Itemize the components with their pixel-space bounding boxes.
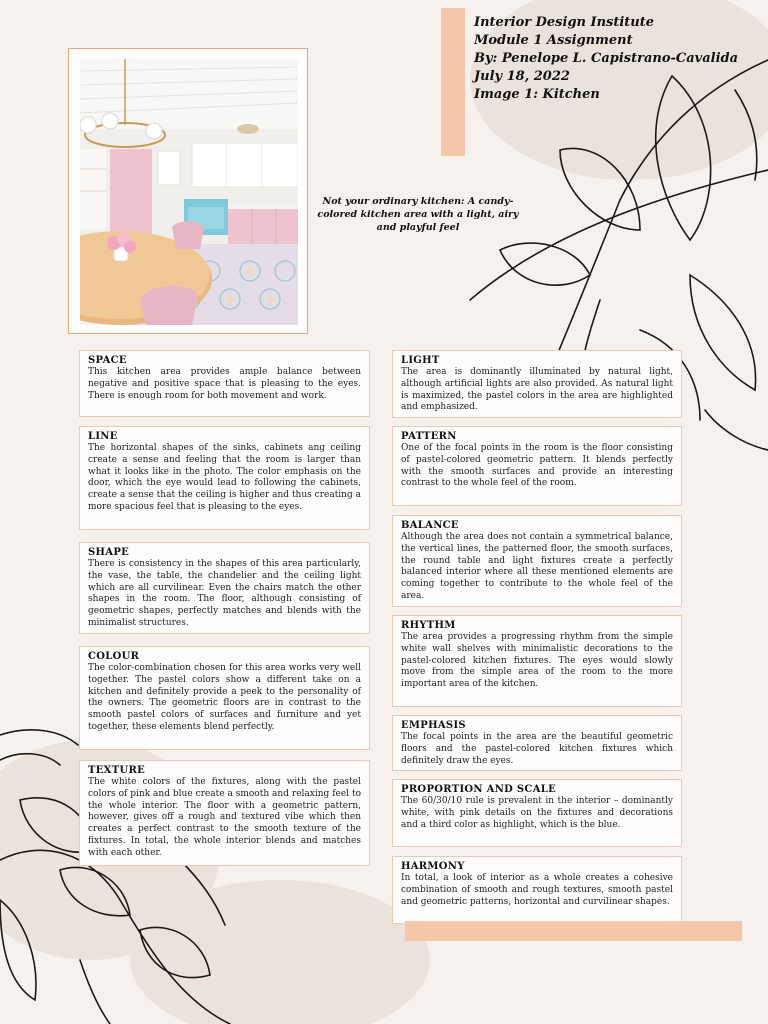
section-emphasis bbox=[392, 715, 682, 771]
section-title: LIGHT bbox=[401, 355, 440, 366]
section-text: One of the focal points in the room is the floor consisting of pastel-colored geometric pattern. It blends perfectly with the smooth surfaces and provide an interesting contrast to the whole feel of the room. bbox=[401, 443, 673, 489]
section-text: This kitchen area provides ample balance between negative and positive space that is pleasing to the eyes. There is enough room for both movement and work. bbox=[88, 367, 361, 401]
section-text: The focal points in the area are the beautiful geometric floors and the pastel-colored kitchen fixtures which definitely draw the eyes. bbox=[401, 732, 673, 766]
section-text: Although the area does not contain a symmetrical balance, the vertical lines, the patterned floor, the smooth surfaces, the round table and light fixtures create a perfectly balanced interior where all these mentioned elements are coming together to contribute to the whole feel of the area. bbox=[401, 532, 673, 601]
section-shape bbox=[79, 542, 370, 634]
header-block bbox=[474, 14, 764, 104]
section-balance bbox=[392, 515, 682, 607]
section-title: HARMONY bbox=[401, 861, 465, 872]
section-text: The white colors of the fixtures, along with the pastel colors of pink and blue create a smooth and relaxing feel to the whole interior. The floor with a geometric pattern, however, gives off a rough and textured vibe which then creates a perfect contrast to the smooth texture of the fixtures. In total, the whole interior blends and matches with each other. bbox=[88, 777, 361, 858]
section-line bbox=[79, 426, 370, 530]
section-title: EMPHASIS bbox=[401, 720, 466, 731]
section-text: The area provides a progressing rhythm from the simple white wall shelves with minimalistic decorations to the pastel-colored kitchen fixtures. The eyes would slowly move from the simple area of the room to the more important area of the kitchen. bbox=[401, 632, 673, 690]
section-text: There is consistency in the shapes of this area particularly, the vase, the table, the chandelier and the ceiling light which are all curvilinear. Even the chairs match the other shapes in the room. The floor, although consisting of geometric shapes, perfectly matches and blends with the minimalist structures. bbox=[88, 559, 361, 628]
kitchen-photo bbox=[80, 59, 298, 325]
section-text: The color-combination chosen for this area works very well together. The pastel colors show a different take on a kitchen and definitely provide a peek to the personality of the owners. The geometric floors are in contrast to the smooth pastel colors of surfaces and furniture and yet together, these elements blend perfectly. bbox=[88, 663, 361, 732]
date-line: July 18, 2022 bbox=[474, 69, 570, 84]
section-title: PATTERN bbox=[401, 431, 457, 442]
section-title: SPACE bbox=[88, 355, 127, 366]
section-space bbox=[79, 350, 370, 417]
institute-name: Interior Design Institute bbox=[474, 15, 655, 30]
footer-accent-bar bbox=[405, 921, 742, 941]
section-text: The horizontal shapes of the sinks, cabinets ang ceiling create a sense and feeling that the room is larger than what it looks like in the photo. The color emphasis on the door, which the eye would lead to following the cabinets, create a sense that the ceiling is higher and thus creating a more spacious feel that is pleasing to the eyes. bbox=[88, 443, 361, 512]
section-title: RHYTHM bbox=[401, 620, 456, 631]
section-title: BALANCE bbox=[401, 520, 459, 531]
section-light bbox=[392, 350, 682, 418]
section-text: The area is dominantly illuminated by natural light, although artificial lights are also provided. As natural light is maximized, the pastel colors in the area are highlighted and emphasized. bbox=[401, 367, 673, 413]
section-title: LINE bbox=[88, 431, 118, 442]
image-label: Image 1: Kitchen bbox=[474, 87, 600, 102]
section-rhythm bbox=[392, 615, 682, 707]
section-text: The 60/30/10 rule is prevalent in the interior – dominantly white, with pink details on the fixtures and decorations and a third color as highlight, which is the blue. bbox=[401, 796, 673, 830]
section-harmony bbox=[392, 856, 682, 924]
section-text: In total, a look of interior as a whole creates a cohesive combination of smooth and rough textures, smooth pastel and geometric patterns, horizontal and curvilinear shapes. bbox=[401, 873, 673, 907]
module-title: Module 1 Assignment bbox=[474, 33, 633, 48]
section-title: SHAPE bbox=[88, 547, 130, 558]
section-colour bbox=[79, 646, 370, 750]
section-texture bbox=[79, 760, 370, 866]
section-title: COLOUR bbox=[88, 651, 140, 662]
section-title: PROPORTION AND SCALE bbox=[401, 784, 557, 795]
section-title: TEXTURE bbox=[88, 765, 146, 776]
background-blob bbox=[130, 880, 430, 1024]
section-pattern bbox=[392, 426, 682, 506]
author-line: By: Penelope L. Capistrano-Cavalida bbox=[474, 51, 739, 66]
header-accent-bar bbox=[441, 8, 465, 156]
section-proportion bbox=[392, 779, 682, 847]
photo-caption: Not your ordinary kitchen: A candy-colored kitchen area with a light, airy and playful feel bbox=[317, 196, 519, 233]
photo-frame bbox=[68, 48, 308, 334]
